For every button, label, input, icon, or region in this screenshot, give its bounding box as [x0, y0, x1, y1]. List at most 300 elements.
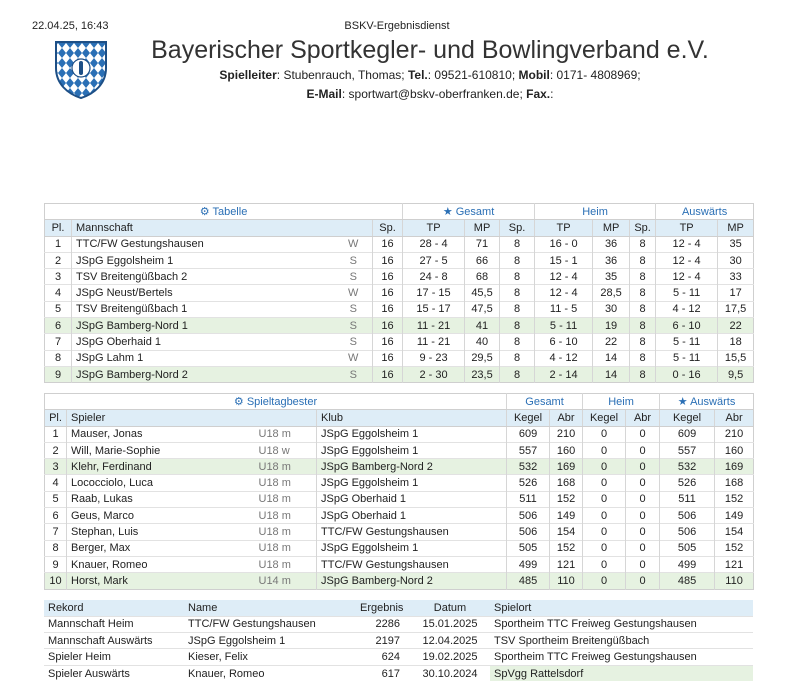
- a-sp-cell: 8: [630, 236, 656, 252]
- page-title: Bayerischer Sportkegler- und Bowlingverband e.V.: [151, 36, 709, 64]
- table-row: [45, 366, 754, 382]
- g-mp-cell: 68: [465, 269, 500, 285]
- gender-cell: S: [335, 318, 373, 334]
- h-tp-cell: 16 - 0: [535, 236, 593, 252]
- class-cell: U18 m: [255, 508, 317, 524]
- record-date-cell: 12.04.2025: [410, 633, 490, 649]
- h-k-cell: 0: [583, 573, 626, 589]
- g-tp-cell: 2 - 30: [403, 366, 465, 382]
- h-tp-cell: 11 - 5: [535, 301, 593, 317]
- h-k-cell: 0: [583, 475, 626, 491]
- g-mp-cell: 45,5: [465, 285, 500, 301]
- g-tp-cell: 24 - 8: [403, 269, 465, 285]
- table-row: [45, 236, 754, 252]
- table-row: [45, 350, 754, 366]
- h-mp-cell: 35: [593, 269, 630, 285]
- a-sp-cell: 8: [630, 301, 656, 317]
- rank-cell: 6: [45, 508, 67, 524]
- h-mp-cell: 14: [593, 350, 630, 366]
- club-cell: TTC/FW Gestungshausen: [317, 556, 507, 572]
- player-cell: Stephan, Luis: [67, 524, 255, 540]
- table-row: [45, 491, 754, 507]
- gender-cell: S: [335, 366, 373, 382]
- h-k-cell: 0: [583, 442, 626, 458]
- record-type-cell: Mannschaft Auswärts: [44, 633, 184, 649]
- table-row: [45, 285, 754, 301]
- g-sp-cell: 16: [373, 285, 403, 301]
- h-sp-cell: 8: [500, 301, 535, 317]
- rank-cell: 2: [45, 252, 72, 268]
- a-sp-cell: 8: [630, 318, 656, 334]
- g-k-cell: 506: [507, 508, 550, 524]
- h-sp-cell: 8: [500, 236, 535, 252]
- a-k-cell: 485: [660, 573, 715, 589]
- player-cell: Berger, Max: [67, 540, 255, 556]
- col-klub: Klub: [317, 410, 507, 426]
- col-pl: Pl.: [45, 220, 72, 236]
- h-a-cell: 0: [626, 442, 660, 458]
- star-icon: ★: [442, 206, 453, 219]
- col-spielort: Spielort: [490, 600, 753, 616]
- h-sp-cell: 8: [500, 285, 535, 301]
- table-row: [44, 649, 753, 665]
- g-tp-cell: 15 - 17: [403, 301, 465, 317]
- a-sp-cell: 8: [630, 366, 656, 382]
- a-tp-cell: 5 - 11: [656, 334, 718, 350]
- a-a-cell: 149: [715, 508, 754, 524]
- g-a-cell: 152: [550, 540, 583, 556]
- col-name: Name: [184, 600, 356, 616]
- record-date-cell: 19.02.2025: [410, 649, 490, 665]
- g-tp-cell: 28 - 4: [403, 236, 465, 252]
- h-tp-cell: 2 - 14: [535, 366, 593, 382]
- col-g-tp: TP: [403, 220, 465, 236]
- g-k-cell: 557: [507, 442, 550, 458]
- record-date-cell: 30.10.2024: [410, 665, 490, 681]
- rank-cell: 8: [45, 350, 72, 366]
- table-row: [45, 573, 754, 589]
- h-tp-cell: 4 - 12: [535, 350, 593, 366]
- g-tp-cell: 11 - 21: [403, 318, 465, 334]
- a-tp-cell: 12 - 4: [656, 236, 718, 252]
- g-k-cell: 609: [507, 426, 550, 442]
- bskv-logo: [50, 38, 112, 100]
- g-mp-cell: 66: [465, 252, 500, 268]
- club-cell: TTC/FW Gestungshausen: [317, 524, 507, 540]
- table-row: [45, 426, 754, 442]
- g-sp-cell: 16: [373, 252, 403, 268]
- club-cell: JSpG Bamberg-Nord 2: [317, 459, 507, 475]
- a-k-cell: 499: [660, 556, 715, 572]
- tabelle-group: ⚙ Tabelle: [45, 204, 403, 220]
- h-tp-cell: 15 - 1: [535, 252, 593, 268]
- h-mp-cell: 30: [593, 301, 630, 317]
- h-a-cell: 0: [626, 540, 660, 556]
- a-k-cell: 505: [660, 540, 715, 556]
- h-k-cell: 0: [583, 508, 626, 524]
- h-a-cell: 0: [626, 459, 660, 475]
- table-row: [45, 334, 754, 350]
- col-g-abr: Abr: [550, 410, 583, 426]
- col-g-mp: MP: [465, 220, 500, 236]
- g-tp-cell: 11 - 21: [403, 334, 465, 350]
- h-k-cell: 0: [583, 556, 626, 572]
- print-date: 22.04.25, 16:43: [32, 20, 109, 32]
- col-a-kegel: Kegel: [660, 410, 715, 426]
- a-mp-cell: 17: [718, 285, 754, 301]
- col-g-kegel: Kegel: [507, 410, 550, 426]
- heim-group: Heim: [583, 394, 660, 410]
- class-cell: U18 m: [255, 524, 317, 540]
- g-k-cell: 485: [507, 573, 550, 589]
- table-row: [45, 252, 754, 268]
- g-a-cell: 154: [550, 524, 583, 540]
- table-row: [45, 508, 754, 524]
- player-cell: Lococciolo, Luca: [67, 475, 255, 491]
- g-mp-cell: 41: [465, 318, 500, 334]
- club-cell: JSpG Eggolsheim 1: [317, 442, 507, 458]
- col-pl: Pl.: [45, 410, 67, 426]
- record-name-cell: TTC/FW Gestungshausen: [184, 616, 356, 632]
- a-tp-cell: 0 - 16: [656, 366, 718, 382]
- h-a-cell: 0: [626, 491, 660, 507]
- player-cell: Mauser, Jonas: [67, 426, 255, 442]
- table-row: [45, 459, 754, 475]
- col-a-abr: Abr: [715, 410, 754, 426]
- table-row: [44, 665, 753, 681]
- team-cell: JSpG Lahm 1: [72, 350, 335, 366]
- gender-cell: W: [335, 285, 373, 301]
- contact-line-1: Spielleiter: Stubenrauch, Thomas; Tel.: 09521-610810; Mobil: 0171- 4808969;: [219, 68, 641, 82]
- g-a-cell: 210: [550, 426, 583, 442]
- g-mp-cell: 47,5: [465, 301, 500, 317]
- a-mp-cell: 35: [718, 236, 754, 252]
- team-cell: TSV Breitengüßbach 1: [72, 301, 335, 317]
- h-mp-cell: 22: [593, 334, 630, 350]
- col-a-tp: TP: [656, 220, 718, 236]
- a-tp-cell: 12 - 4: [656, 252, 718, 268]
- a-mp-cell: 9,5: [718, 366, 754, 382]
- h-tp-cell: 12 - 4: [535, 285, 593, 301]
- standings-column-header: [45, 220, 754, 236]
- record-type-cell: Spieler Heim: [44, 649, 184, 665]
- h-k-cell: 0: [583, 540, 626, 556]
- class-cell: U18 m: [255, 475, 317, 491]
- class-cell: U18 m: [255, 459, 317, 475]
- class-cell: U18 m: [255, 540, 317, 556]
- g-k-cell: 505: [507, 540, 550, 556]
- h-a-cell: 0: [626, 556, 660, 572]
- a-k-cell: 506: [660, 508, 715, 524]
- h-mp-cell: 19: [593, 318, 630, 334]
- rank-cell: 5: [45, 301, 72, 317]
- club-cell: JSpG Eggolsheim 1: [317, 540, 507, 556]
- h-mp-cell: 36: [593, 252, 630, 268]
- h-sp-cell: 8: [500, 269, 535, 285]
- g-sp-cell: 16: [373, 350, 403, 366]
- rank-cell: 7: [45, 334, 72, 350]
- a-sp-cell: 8: [630, 269, 656, 285]
- g-k-cell: 506: [507, 524, 550, 540]
- col-spieler: Spieler: [67, 410, 317, 426]
- auswaerts-group: ★ Auswärts: [660, 394, 754, 410]
- top-players-column-header: [45, 410, 754, 426]
- h-sp-cell: 8: [500, 366, 535, 382]
- g-a-cell: 121: [550, 556, 583, 572]
- col-h-sp: Sp.: [500, 220, 535, 236]
- g-mp-cell: 29,5: [465, 350, 500, 366]
- team-cell: JSpG Neust/Bertels: [72, 285, 335, 301]
- rank-cell: 8: [45, 540, 67, 556]
- a-k-cell: 506: [660, 524, 715, 540]
- record-venue-cell: TSV Sportheim Breitengüßbach: [490, 633, 753, 649]
- club-cell: JSpG Oberhaid 1: [317, 508, 507, 524]
- g-k-cell: 532: [507, 459, 550, 475]
- gender-cell: W: [335, 236, 373, 252]
- h-k-cell: 0: [583, 459, 626, 475]
- team-cell: JSpG Eggolsheim 1: [72, 252, 335, 268]
- player-cell: Geus, Marco: [67, 508, 255, 524]
- table-row: [45, 475, 754, 491]
- star-icon: ★: [677, 396, 688, 409]
- top-players-group-header: [45, 394, 754, 410]
- h-mp-cell: 14: [593, 366, 630, 382]
- standings-group-header: [45, 204, 754, 220]
- a-k-cell: 526: [660, 475, 715, 491]
- rank-cell: 3: [45, 459, 67, 475]
- a-tp-cell: 6 - 10: [656, 318, 718, 334]
- gesamt-group: ★ Gesamt: [403, 204, 535, 220]
- rank-cell: 4: [45, 475, 67, 491]
- col-h-kegel: Kegel: [583, 410, 626, 426]
- contact-line-2: E-Mail: sportwart@bskv-oberfranken.de; Fax.:: [306, 87, 554, 101]
- a-a-cell: 110: [715, 573, 754, 589]
- g-k-cell: 511: [507, 491, 550, 507]
- player-cell: Klehr, Ferdinand: [67, 459, 255, 475]
- h-sp-cell: 8: [500, 350, 535, 366]
- col-g-sp: Sp.: [373, 220, 403, 236]
- h-a-cell: 0: [626, 573, 660, 589]
- a-tp-cell: 5 - 11: [656, 285, 718, 301]
- a-mp-cell: 30: [718, 252, 754, 268]
- rank-cell: 7: [45, 524, 67, 540]
- club-cell: JSpG Bamberg-Nord 2: [317, 573, 507, 589]
- gear-icon: ⚙: [199, 206, 210, 219]
- g-k-cell: 499: [507, 556, 550, 572]
- a-a-cell: 160: [715, 442, 754, 458]
- standings-table: [44, 203, 754, 383]
- a-mp-cell: 18: [718, 334, 754, 350]
- a-tp-cell: 4 - 12: [656, 301, 718, 317]
- a-a-cell: 152: [715, 491, 754, 507]
- h-k-cell: 0: [583, 524, 626, 540]
- spieltagbester-group: ⚙ Spieltagbester: [45, 394, 507, 410]
- col-h-tp: TP: [535, 220, 593, 236]
- record-date-cell: 15.01.2025: [410, 616, 490, 632]
- a-a-cell: 168: [715, 475, 754, 491]
- record-result-cell: 617: [356, 665, 410, 681]
- a-a-cell: 154: [715, 524, 754, 540]
- g-sp-cell: 16: [373, 334, 403, 350]
- col-ergebnis: Ergebnis: [356, 600, 410, 616]
- a-sp-cell: 8: [630, 334, 656, 350]
- records-column-header: [44, 600, 753, 616]
- h-sp-cell: 8: [500, 318, 535, 334]
- col-h-abr: Abr: [626, 410, 660, 426]
- record-venue-cell: Sportheim TTC Freiweg Gestungshausen: [490, 616, 753, 632]
- top-players-table: [44, 393, 754, 590]
- class-cell: U18 m: [255, 556, 317, 572]
- table-row: [45, 556, 754, 572]
- col-mannschaft: Mannschaft: [72, 220, 373, 236]
- g-a-cell: 169: [550, 459, 583, 475]
- table-row: [45, 269, 754, 285]
- col-a-sp: Sp.: [630, 220, 656, 236]
- g-tp-cell: 9 - 23: [403, 350, 465, 366]
- a-mp-cell: 22: [718, 318, 754, 334]
- gender-cell: S: [335, 269, 373, 285]
- a-k-cell: 557: [660, 442, 715, 458]
- gesamt-group: Gesamt: [507, 394, 583, 410]
- a-mp-cell: 17,5: [718, 301, 754, 317]
- h-mp-cell: 28,5: [593, 285, 630, 301]
- gender-cell: S: [335, 334, 373, 350]
- team-cell: TSV Breitengüßbach 2: [72, 269, 335, 285]
- a-a-cell: 169: [715, 459, 754, 475]
- a-a-cell: 152: [715, 540, 754, 556]
- a-k-cell: 532: [660, 459, 715, 475]
- h-tp-cell: 6 - 10: [535, 334, 593, 350]
- g-tp-cell: 17 - 15: [403, 285, 465, 301]
- g-a-cell: 168: [550, 475, 583, 491]
- rank-cell: 9: [45, 556, 67, 572]
- a-k-cell: 609: [660, 426, 715, 442]
- g-sp-cell: 16: [373, 366, 403, 382]
- rank-cell: 4: [45, 285, 72, 301]
- a-sp-cell: 8: [630, 350, 656, 366]
- g-mp-cell: 71: [465, 236, 500, 252]
- rank-cell: 2: [45, 442, 67, 458]
- gender-cell: S: [335, 252, 373, 268]
- g-a-cell: 110: [550, 573, 583, 589]
- team-cell: JSpG Oberhaid 1: [72, 334, 335, 350]
- g-sp-cell: 16: [373, 318, 403, 334]
- team-cell: TTC/FW Gestungshausen: [72, 236, 335, 252]
- h-mp-cell: 36: [593, 236, 630, 252]
- h-a-cell: 0: [626, 508, 660, 524]
- a-sp-cell: 8: [630, 252, 656, 268]
- gear-icon: ⚙: [233, 396, 244, 409]
- player-cell: Knauer, Romeo: [67, 556, 255, 572]
- club-cell: JSpG Eggolsheim 1: [317, 475, 507, 491]
- g-sp-cell: 16: [373, 269, 403, 285]
- h-a-cell: 0: [626, 475, 660, 491]
- heim-group: Heim: [535, 204, 656, 220]
- g-tp-cell: 27 - 5: [403, 252, 465, 268]
- gender-cell: S: [335, 301, 373, 317]
- player-cell: Horst, Mark: [67, 573, 255, 589]
- h-a-cell: 0: [626, 426, 660, 442]
- auswaerts-group: Auswärts: [656, 204, 754, 220]
- class-cell: U18 m: [255, 426, 317, 442]
- class-cell: U18 m: [255, 491, 317, 507]
- gender-cell: W: [335, 350, 373, 366]
- a-mp-cell: 15,5: [718, 350, 754, 366]
- g-sp-cell: 16: [373, 301, 403, 317]
- record-name-cell: Knauer, Romeo: [184, 665, 356, 681]
- table-row: [45, 540, 754, 556]
- g-mp-cell: 40: [465, 334, 500, 350]
- table-row: [44, 633, 753, 649]
- rank-cell: 1: [45, 236, 72, 252]
- team-cell: JSpG Bamberg-Nord 1: [72, 318, 335, 334]
- rank-cell: 6: [45, 318, 72, 334]
- h-a-cell: 0: [626, 524, 660, 540]
- rank-cell: 9: [45, 366, 72, 382]
- record-result-cell: 624: [356, 649, 410, 665]
- record-venue-cell: Sportheim TTC Freiweg Gestungshausen: [490, 649, 753, 665]
- col-rekord: Rekord: [44, 600, 184, 616]
- a-tp-cell: 5 - 11: [656, 350, 718, 366]
- record-name-cell: JSpG Eggolsheim 1: [184, 633, 356, 649]
- a-sp-cell: 8: [630, 285, 656, 301]
- h-tp-cell: 12 - 4: [535, 269, 593, 285]
- g-k-cell: 526: [507, 475, 550, 491]
- record-type-cell: Spieler Auswärts: [44, 665, 184, 681]
- team-cell: JSpG Bamberg-Nord 2: [72, 366, 335, 382]
- col-h-mp: MP: [593, 220, 630, 236]
- col-a-mp: MP: [718, 220, 754, 236]
- record-type-cell: Mannschaft Heim: [44, 616, 184, 632]
- g-a-cell: 160: [550, 442, 583, 458]
- club-cell: JSpG Oberhaid 1: [317, 491, 507, 507]
- record-result-cell: 2286: [356, 616, 410, 632]
- record-result-cell: 2197: [356, 633, 410, 649]
- class-cell: U14 m: [255, 573, 317, 589]
- records-table: [44, 600, 753, 681]
- a-a-cell: 121: [715, 556, 754, 572]
- service-name: BSKV-Ergebnisdienst: [344, 20, 450, 32]
- rank-cell: 1: [45, 426, 67, 442]
- h-k-cell: 0: [583, 491, 626, 507]
- player-cell: Will, Marie-Sophie: [67, 442, 255, 458]
- col-datum: Datum: [410, 600, 490, 616]
- table-row: [45, 524, 754, 540]
- a-k-cell: 511: [660, 491, 715, 507]
- g-sp-cell: 16: [373, 236, 403, 252]
- g-a-cell: 152: [550, 491, 583, 507]
- record-name-cell: Kieser, Felix: [184, 649, 356, 665]
- h-sp-cell: 8: [500, 334, 535, 350]
- table-row: [44, 616, 753, 632]
- h-sp-cell: 8: [500, 252, 535, 268]
- rank-cell: 3: [45, 269, 72, 285]
- table-row: [45, 318, 754, 334]
- rank-cell: 5: [45, 491, 67, 507]
- table-row: [45, 301, 754, 317]
- club-cell: JSpG Eggolsheim 1: [317, 426, 507, 442]
- h-tp-cell: 5 - 11: [535, 318, 593, 334]
- class-cell: U18 w: [255, 442, 317, 458]
- rank-cell: 10: [45, 573, 67, 589]
- a-mp-cell: 33: [718, 269, 754, 285]
- g-mp-cell: 23,5: [465, 366, 500, 382]
- a-tp-cell: 12 - 4: [656, 269, 718, 285]
- g-a-cell: 149: [550, 508, 583, 524]
- record-venue-cell: SpVgg Rattelsdorf: [490, 665, 753, 681]
- h-k-cell: 0: [583, 426, 626, 442]
- player-cell: Raab, Lukas: [67, 491, 255, 507]
